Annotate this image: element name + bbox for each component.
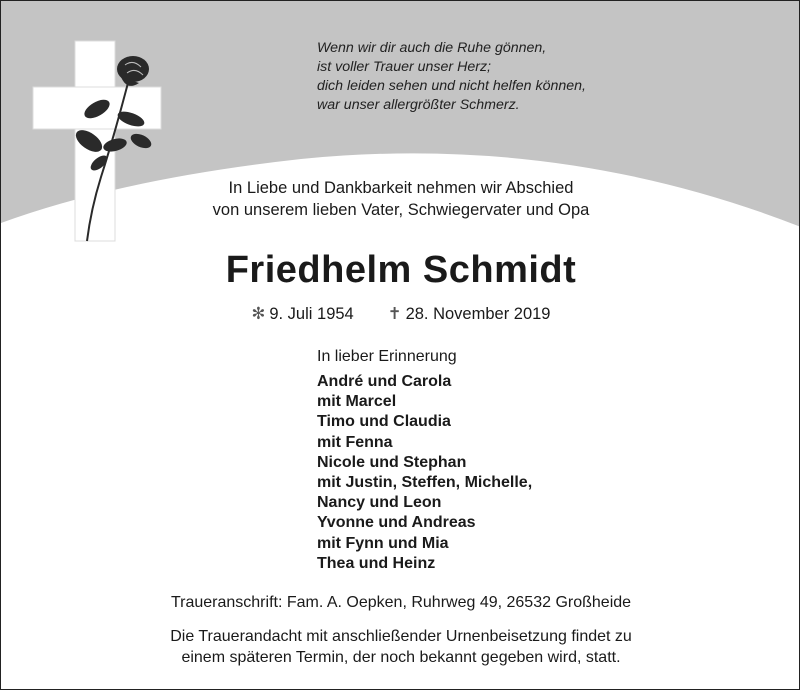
mourners-list bbox=[317, 346, 532, 574]
mourner-name: mit Justin, Steffen, Michelle, bbox=[317, 474, 533, 492]
mourner-name: mit Marcel bbox=[317, 393, 397, 411]
poem-line: ist voller Trauer unser Herz; bbox=[317, 59, 491, 75]
mourner-name: Yvonne und Andreas bbox=[317, 514, 476, 532]
mourner-name: Nancy und Leon bbox=[317, 494, 442, 512]
death-date: ✝ 28. November 2019 bbox=[387, 305, 551, 323]
mourner-name: Timo und Claudia bbox=[317, 413, 451, 431]
farewell-intro bbox=[1, 177, 800, 221]
poem-line: war unser allergrößter Schmerz. bbox=[317, 97, 520, 113]
notice-line: Die Trauerandacht mit anschließender Urnenbeisetzung findet zu bbox=[170, 628, 632, 645]
deceased-name: Friedhelm Schmidt bbox=[225, 249, 577, 291]
poem bbox=[317, 39, 586, 115]
intro-line: von unserem lieben Vater, Schwiegervater und Opa bbox=[212, 201, 590, 219]
mourner-name: mit Fynn und Mia bbox=[317, 534, 449, 552]
mourner-name: André und Carola bbox=[317, 373, 452, 390]
death-cross-icon: ✝ bbox=[387, 305, 402, 323]
poem-line: dich leiden sehen und nicht helfen können, bbox=[317, 78, 586, 94]
birth-date: ✻ 9. Juli 1954 bbox=[251, 305, 354, 323]
service-notice bbox=[1, 626, 800, 668]
life-dates bbox=[1, 304, 800, 324]
mourners-lead: In lieber Erinnerung bbox=[317, 348, 457, 365]
birth-star-icon: ✻ bbox=[251, 305, 266, 323]
mourner-name: mit Fenna bbox=[317, 433, 393, 451]
mourning-address: Traueranschrift: Fam. A. Oepken, Ruhrweg 49, 26532 Großheide bbox=[170, 594, 632, 611]
poem-line: Wenn wir dir auch die Ruhe gönnen, bbox=[317, 40, 547, 56]
mourner-name: Nicole und Stephan bbox=[317, 453, 467, 471]
intro-line: In Liebe und Dankbarkeit nehmen wir Abschied bbox=[228, 179, 574, 197]
mourner-name: Thea und Heinz bbox=[317, 554, 436, 572]
notice-line: einem späteren Termin, der noch bekannt gegeben wird, statt. bbox=[181, 649, 621, 666]
